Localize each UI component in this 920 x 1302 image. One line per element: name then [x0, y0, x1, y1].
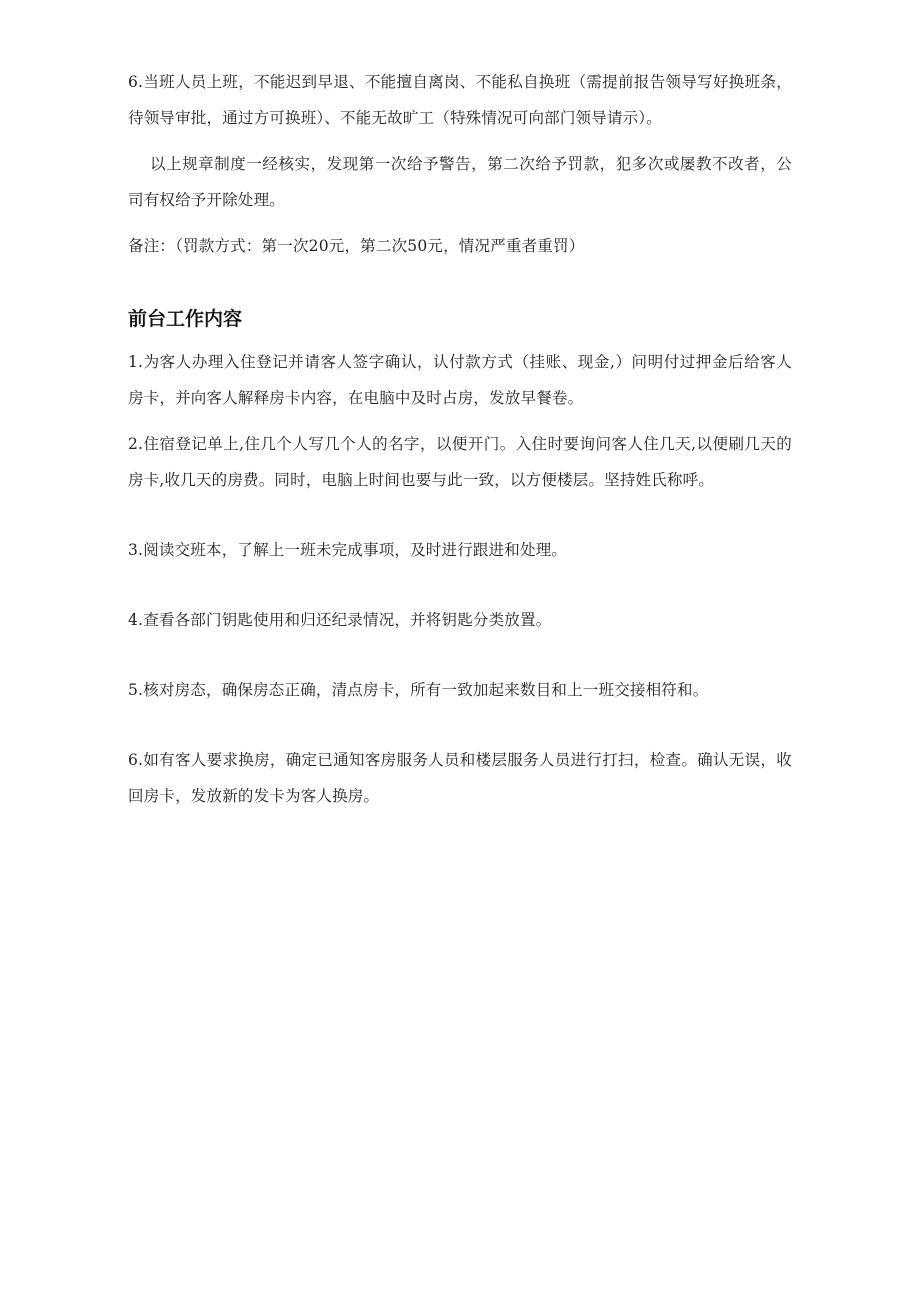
duty-item-4: 4.查看各部门钥匙使用和归还纪录情况，并将钥匙分类放置。	[128, 611, 552, 629]
document-page	[128, 64, 792, 814]
rule-item-6: 6.当班人员上班，不能迟到早退、不能擅自离岗、不能私自换班（需提前报告领导写好换班条，待领导审批，通过方可换班）、不能无故旷工（特殊情况可向部门领导请示）。	[128, 73, 792, 127]
penalty-paragraph: 以上规章制度一经核实，发现第一次给予警告，第二次给予罚款，犯多次或屡教不改者，公司有权给予开除处理。	[128, 155, 792, 209]
duty-item-6: 6.如有客人要求换房，确定已通知客房服务人员和楼层服务人员进行打扫，检查。确认无误，收回房卡，发放新的发卡为客人换房。	[128, 751, 792, 805]
duty-item-5: 5.核对房态，确保房态正确，清点房卡，所有一致加起来数目和上一班交接相符和。	[128, 681, 709, 699]
duty-item-2: 2.住宿登记单上,住几个人写几个人的名字，以便开门。入住时要询问客人住几天,以便刷几天的房卡,收几天的房费。同时，电脑上时间也要与此一致，以方便楼层。坚持姓氏称呼。	[128, 435, 792, 489]
duty-item-3: 3.阅读交班本，了解上一班未完成事项，及时进行跟进和处理。	[128, 541, 568, 559]
fine-note: 备注：（罚款方式：第一次20元，第二次50元，情况严重者重罚）	[128, 237, 585, 255]
section-heading: 前台工作内容	[128, 308, 243, 330]
duty-item-1: 1.为客人办理入住登记并请客人签字确认，认付款方式（挂账、现金,）问明付过押金后给客人房卡，并向客人解释房卡内容，在电脑中及时占房，发放早餐卷。	[128, 353, 792, 407]
